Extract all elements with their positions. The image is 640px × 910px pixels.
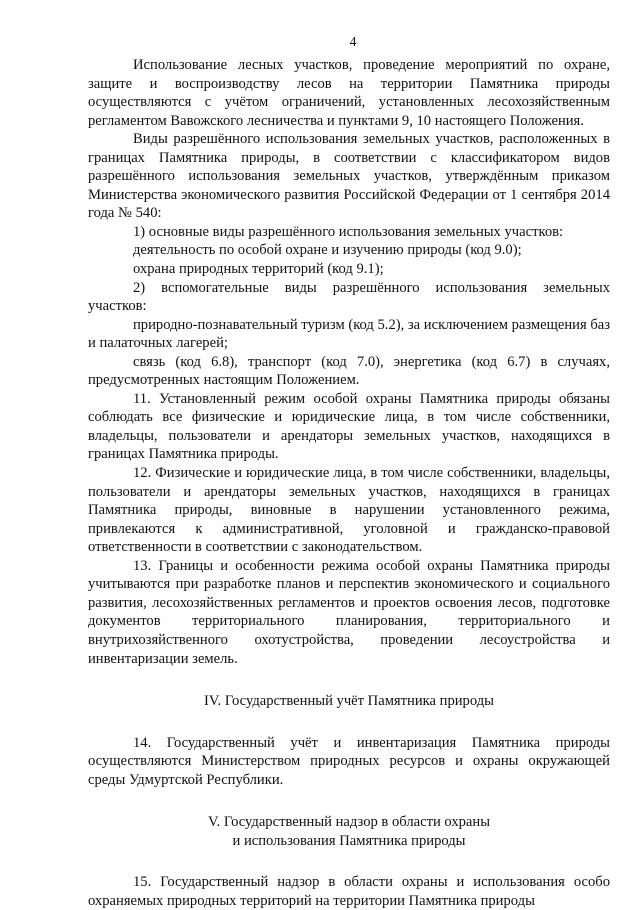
paragraph-11: 11. Установленный режим особой охраны Памятника природы обязаны соблюдать все физические и юридические лица, в том числе собственники, владельцы, пользователи и арендаторы земельных участков, находящихся в границах Памятника природы.	[88, 390, 610, 463]
section-v-heading-line-1: V. Государственный надзор в области охраны	[207, 814, 491, 831]
paragraph-13: 13. Границы и особенности режима особой охраны Памятника природы учитываются при разработке планов и перспектив экономического и социального развития, лесохозяйственных регламентов и проектов освоения лесов, подготовке документов территориального планирования, территориального и внутрихозяйственного охотустройства, проведении лесоустройства и инвентаризации земель.	[88, 557, 610, 667]
list-item-main-types: 1) основные виды разрешённого использования земельных участков:	[133, 223, 564, 240]
paragraph-permitted-use-types: Виды разрешённого использования земельных участков, расположенных в границах Памятника природы, в соответствии с классификатором видов разрешённого использования земельных участков, утверждённым приказом Министерства экономического развития Российской Федерации от 1 сентября 2014 года № 540:	[88, 131, 610, 222]
paragraph-14: 14. Государственный учёт и инвентаризация Памятника природы осуществляются Министерством природных ресурсов и охраны окружающей среды Удмуртской Республики.	[88, 734, 610, 788]
list-item-nature-protection: деятельность по особой охране и изучению природы (код 9.0);	[133, 242, 522, 259]
page-number: 4	[349, 34, 357, 49]
spacer	[88, 711, 610, 734]
list-item-communications: связь (код 6.8), транспорт (код 7.0), энергетика (код 6.7) в случаях, предусмотренных настоящим Положением.	[88, 353, 610, 389]
paragraph-forest-use: Использование лесных участков, проведение мероприятий по охране, защите и воспроизводству лесов на территории Памятника природы осуществляются с учётом ограничений, установленных лесохозяйственным регламентом Вавожского лесничества и пунктами 9, 10 настоящего Положения.	[88, 57, 610, 129]
section-v-heading-line-2: и использования Памятника природы	[232, 832, 466, 849]
section-iv-heading: IV. Государственный учёт Памятника природы	[204, 693, 494, 710]
paragraph-12: 12. Физические и юридические лица, в том числе собственники, владельцы, пользователи и арендаторы земельных участков, находящихся в границах Памятника природы, виновные в нарушении установленного режима, привлекаются к административной, уголовной и гражданско-правовой ответственности в соответствии с законодательством.	[88, 465, 610, 556]
paragraph-15: 15. Государственный надзор в области охраны и использования особо охраняемых природных территорий на территории Памятника природы	[88, 874, 610, 909]
list-item-territory-protection: охрана природных территорий (код 9.1);	[133, 261, 384, 278]
spacer	[88, 789, 610, 813]
list-item-auxiliary-types: 2) вспомогательные виды разрешённого использования земельных участков:	[88, 279, 610, 315]
spacer	[88, 850, 610, 873]
spacer	[88, 668, 610, 692]
list-item-tourism: природно-познавательный туризм (код 5.2), за исключением размещения баз и палаточных лагерей;	[88, 316, 610, 352]
